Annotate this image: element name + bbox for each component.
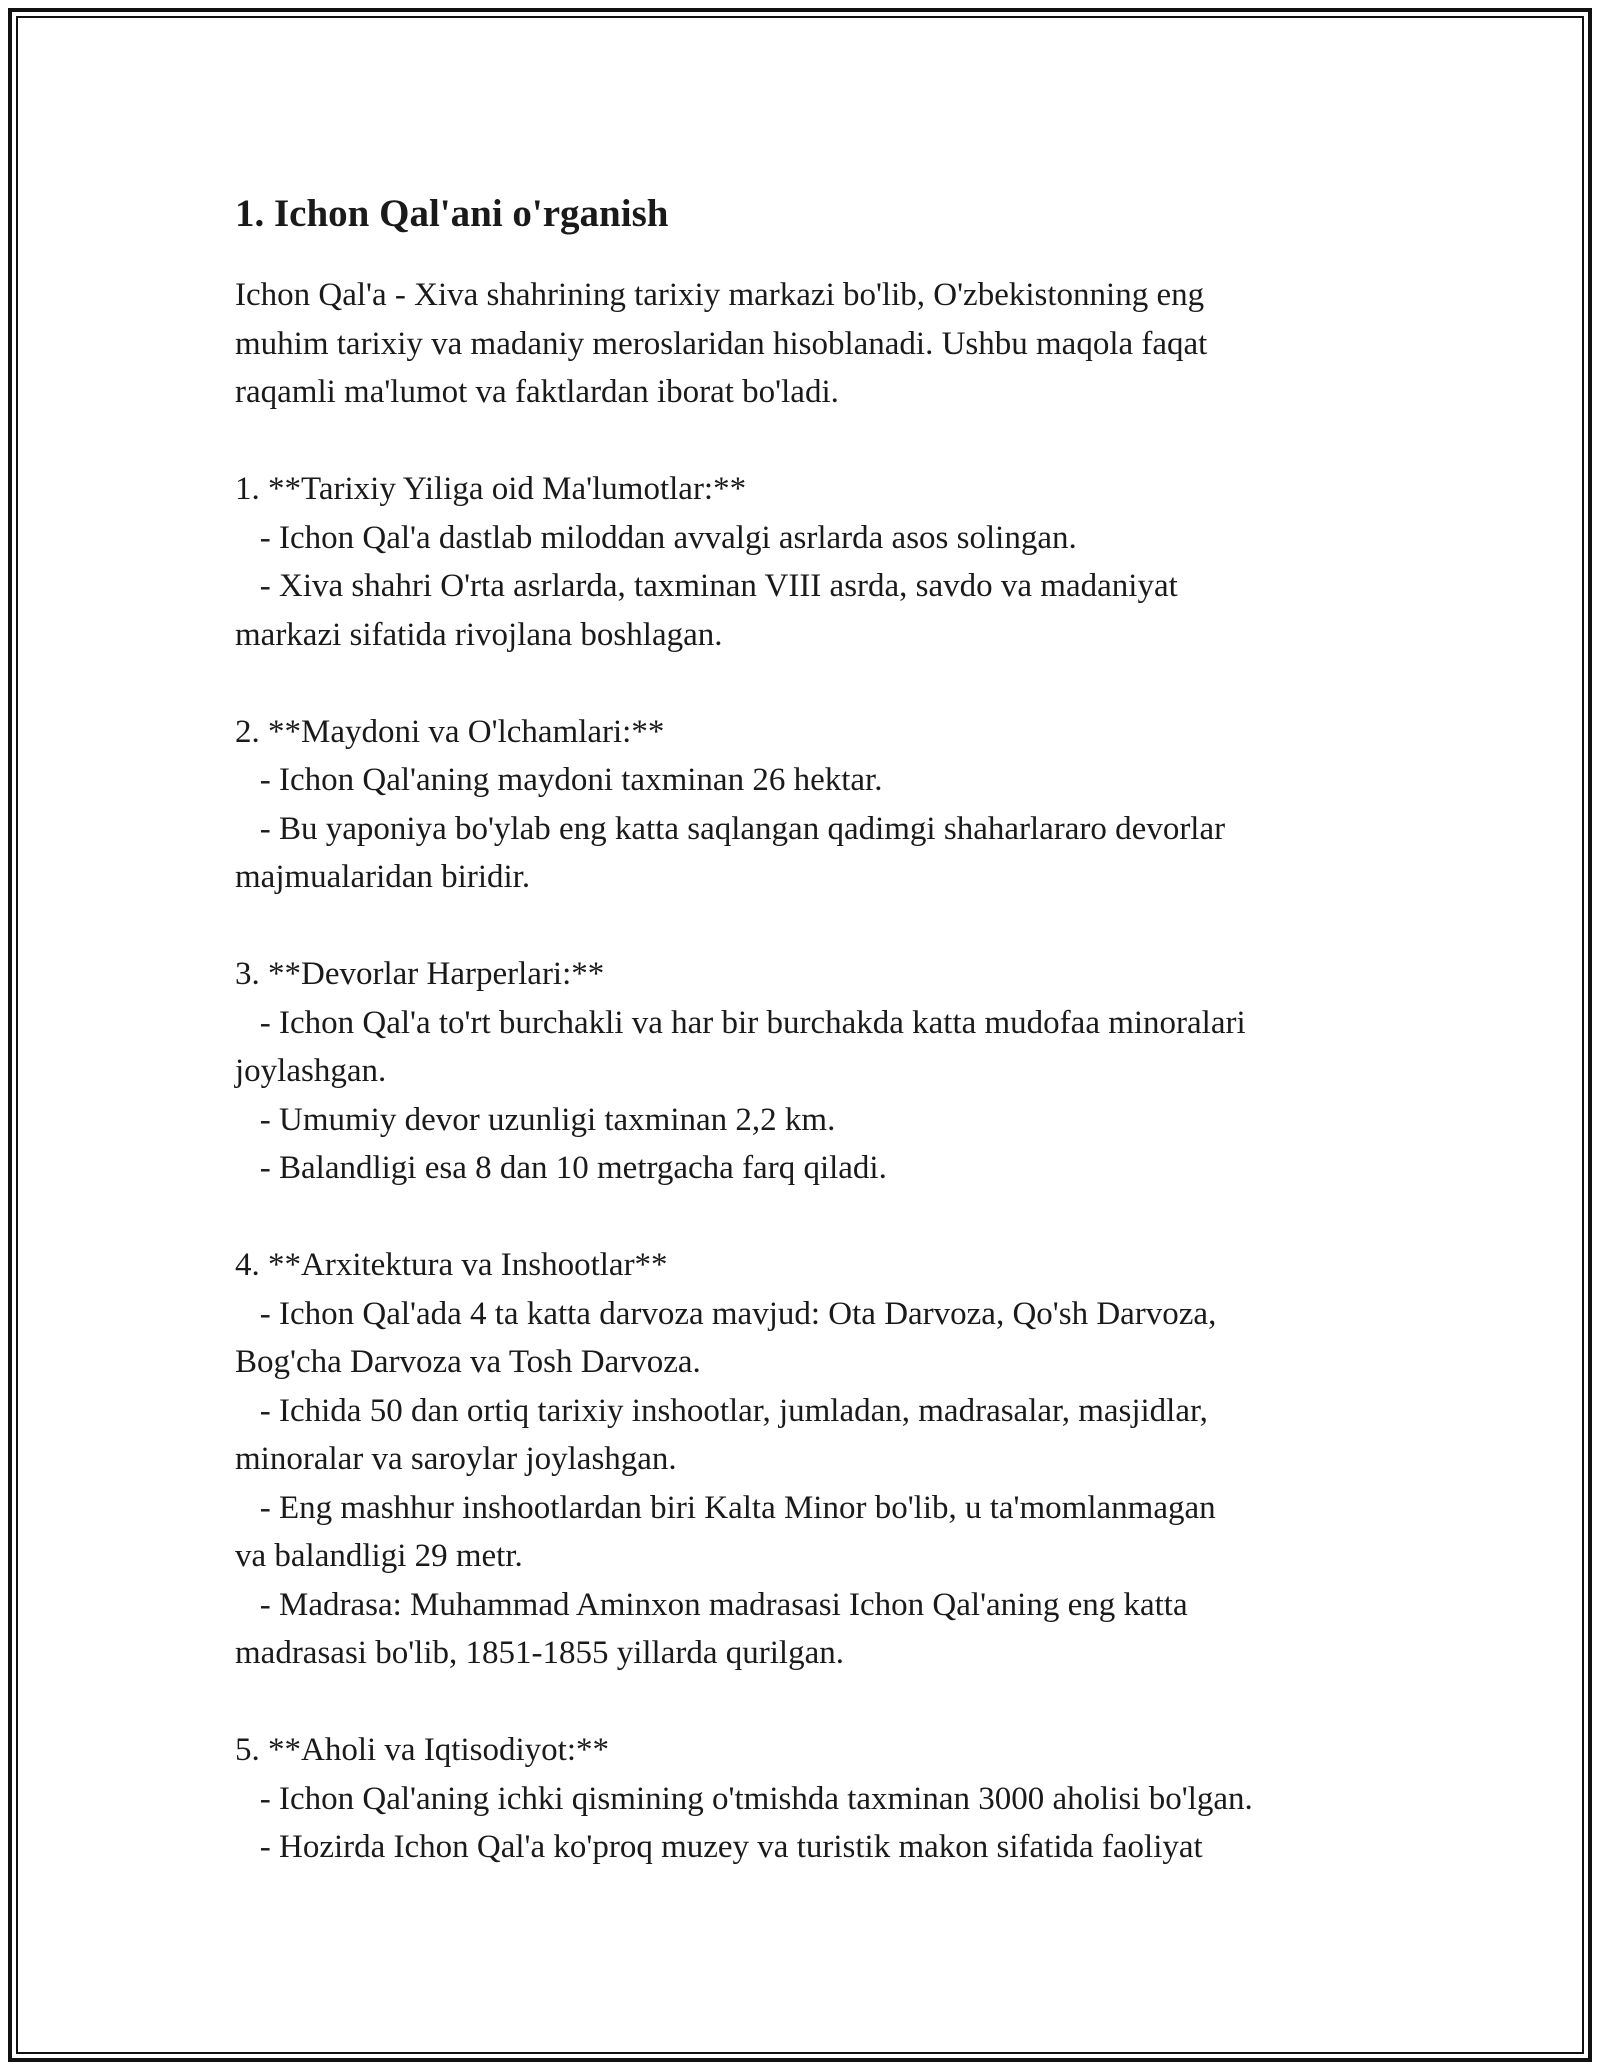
document-content [235, 185, 1385, 1872]
document-heading: 1. Ichon Qal'ani o'rganish [235, 192, 669, 235]
document-body: Ichon Qal'a - Xiva shahrining tarixiy markazi bo'lib, O'zbekistonning eng muhim tarixiy va madaniy meroslaridan hisoblanadi. Ushbu maqola faqat raqamli ma'lumot va faktlardan iborat bo'ladi. 1. **Tarixiy Yiliga oid Ma'lumotlar:** - Ichon Qal'a dastlab miloddan avvalgi asrlarda asos solingan. - Xiva shahri O'rta asrlarda, taxminan VIII asrda, savdo va madaniyat markazi sifatida rivojlana boshlagan. 2. **Maydoni va O'lchamlari:** - Ichon Qal'aning maydoni taxminan 26 hektar. - Bu yaponiya bo'ylab eng katta saqlangan qadimgi shaharlararo devorlar majmualaridan biridir. 3. **Devorlar Harperlari:** - Ichon Qal'a to'rt burchakli va har bir burchakda katta mudofaa minoralari joylashgan. - Umumiy devor uzunligi taxminan 2,2 km. - Balandligi esa 8 dan 10 metrgacha farq qiladi. 4. **Arxitektura va Inshootlar** - Ichon Qal'ada 4 ta katta darvoza mavjud: Ota Darvoza, Qo'sh Darvoza, Bog'cha Darvoza va Tosh Darvoza. - Ichida 50 dan ortiq tarixiy inshootlar, jumladan, madrasalar, masjidlar, minoralar va saroylar joylashgan. - Eng mashhur inshootlardan biri Kalta Minor bo'lib, u ta'momlanmagan va balandligi 29 metr. - Madrasa: Muhammad Aminxon madrasasi Ichon Qal'aning eng katta madrasasi bo'lib, 1851-1855 yillarda qurilgan. 5. **Aholi va Iqtisodiyot:** - Ichon Qal'aning ichki qismining o'tmishda taxminan 3000 aholisi bo'lgan. - Hozirda Ichon Qal'a ko'proq muzey va turistik makon sifatida faoliyat [235, 277, 1253, 1865]
